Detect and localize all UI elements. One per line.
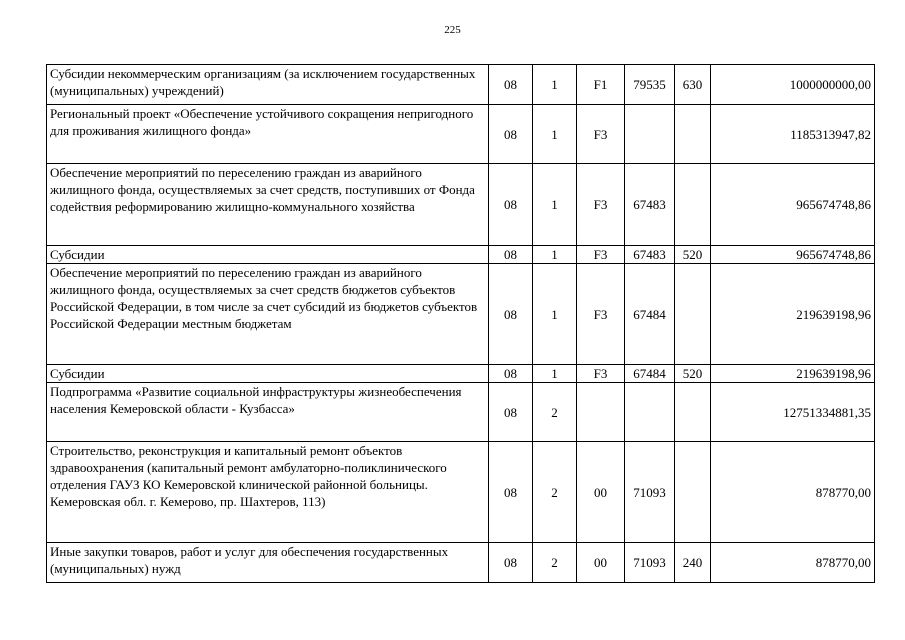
code-item: 67484 (625, 264, 675, 365)
code-project: F3 (577, 264, 625, 365)
row-description: Подпрограмма «Развитие социальной инфраструктуры жизнеобеспечения населения Кемеровской области - Кузбасса» (47, 383, 489, 442)
table-row (47, 164, 875, 246)
code-section: 08 (489, 264, 533, 365)
code-section: 08 (489, 164, 533, 246)
row-amount: 878770,00 (711, 442, 875, 543)
code-program: 2 (533, 442, 577, 543)
code-section: 08 (489, 383, 533, 442)
code-project: F1 (577, 65, 625, 105)
table-row (47, 543, 875, 583)
code-item: 67483 (625, 246, 675, 264)
row-description: Субсидии (47, 365, 489, 383)
code-project: F3 (577, 164, 625, 246)
code-item: 79535 (625, 65, 675, 105)
code-project: 00 (577, 543, 625, 583)
code-expense-type (675, 264, 711, 365)
code-expense-type: 520 (675, 365, 711, 383)
row-amount: 1000000000,00 (711, 65, 875, 105)
row-amount: 965674748,86 (711, 246, 875, 264)
code-section: 08 (489, 442, 533, 543)
code-project: F3 (577, 365, 625, 383)
row-amount: 219639198,96 (711, 365, 875, 383)
code-item: 71093 (625, 442, 675, 543)
code-item: 67483 (625, 164, 675, 246)
code-project: F3 (577, 246, 625, 264)
page-number: 225 (444, 24, 461, 36)
table-row (47, 442, 875, 543)
code-item (625, 383, 675, 442)
code-project: 00 (577, 442, 625, 543)
row-description: Субсидии некоммерческим организациям (за исключением государственных (муниципальных) учреждений) (47, 65, 489, 105)
row-amount: 965674748,86 (711, 164, 875, 246)
table-row (47, 365, 875, 383)
code-program: 1 (533, 164, 577, 246)
code-expense-type (675, 105, 711, 164)
table-row (47, 246, 875, 264)
code-program: 1 (533, 65, 577, 105)
code-program: 1 (533, 264, 577, 365)
row-amount: 12751334881,35 (711, 383, 875, 442)
table-row (47, 383, 875, 442)
code-item: 67484 (625, 365, 675, 383)
table-row (47, 105, 875, 164)
row-description: Иные закупки товаров, работ и услуг для обеспечения государственных (муниципальных) нужд (47, 543, 489, 583)
code-section: 08 (489, 65, 533, 105)
budget-table (46, 64, 875, 583)
code-expense-type (675, 164, 711, 246)
row-description: Обеспечение мероприятий по переселению граждан из аварийного жилищного фонда, осуществляемых за счет средств бюджетов субъектов Российской Федерации, в том числе за счет субсидий из бюджетов субъектов Российской Федерации местным бюджетам (47, 264, 489, 365)
code-item: 71093 (625, 543, 675, 583)
row-amount: 878770,00 (711, 543, 875, 583)
row-description: Обеспечение мероприятий по переселению граждан из аварийного жилищного фонда, осуществляемых за счет средств, поступивших от Фонда содействия реформированию жилищно-коммунального хозяйства (47, 164, 489, 246)
code-item (625, 105, 675, 164)
code-program: 1 (533, 246, 577, 264)
row-amount: 219639198,96 (711, 264, 875, 365)
code-section: 08 (489, 543, 533, 583)
row-amount: 1185313947,82 (711, 105, 875, 164)
code-expense-type (675, 442, 711, 543)
code-project (577, 383, 625, 442)
code-expense-type (675, 383, 711, 442)
code-program: 2 (533, 383, 577, 442)
code-section: 08 (489, 365, 533, 383)
code-expense-type: 520 (675, 246, 711, 264)
code-section: 08 (489, 246, 533, 264)
row-description: Региональный проект «Обеспечение устойчивого сокращения непригодного для проживания жилищного фонда» (47, 105, 489, 164)
code-section: 08 (489, 105, 533, 164)
code-expense-type: 630 (675, 65, 711, 105)
table-row (47, 65, 875, 105)
code-expense-type: 240 (675, 543, 711, 583)
row-description: Строительство, реконструкция и капитальный ремонт объектов здравоохранения (капитальный ремонт амбулаторно-поликлинического отделения ГАУЗ КО Кемеровской клинической районной больницы. Кемеровская обл. г. Кемерово, пр. Шахтеров, 113) (47, 442, 489, 543)
code-program: 1 (533, 105, 577, 164)
code-project: F3 (577, 105, 625, 164)
table-row (47, 264, 875, 365)
code-program: 2 (533, 543, 577, 583)
code-program: 1 (533, 365, 577, 383)
row-description: Субсидии (47, 246, 489, 264)
